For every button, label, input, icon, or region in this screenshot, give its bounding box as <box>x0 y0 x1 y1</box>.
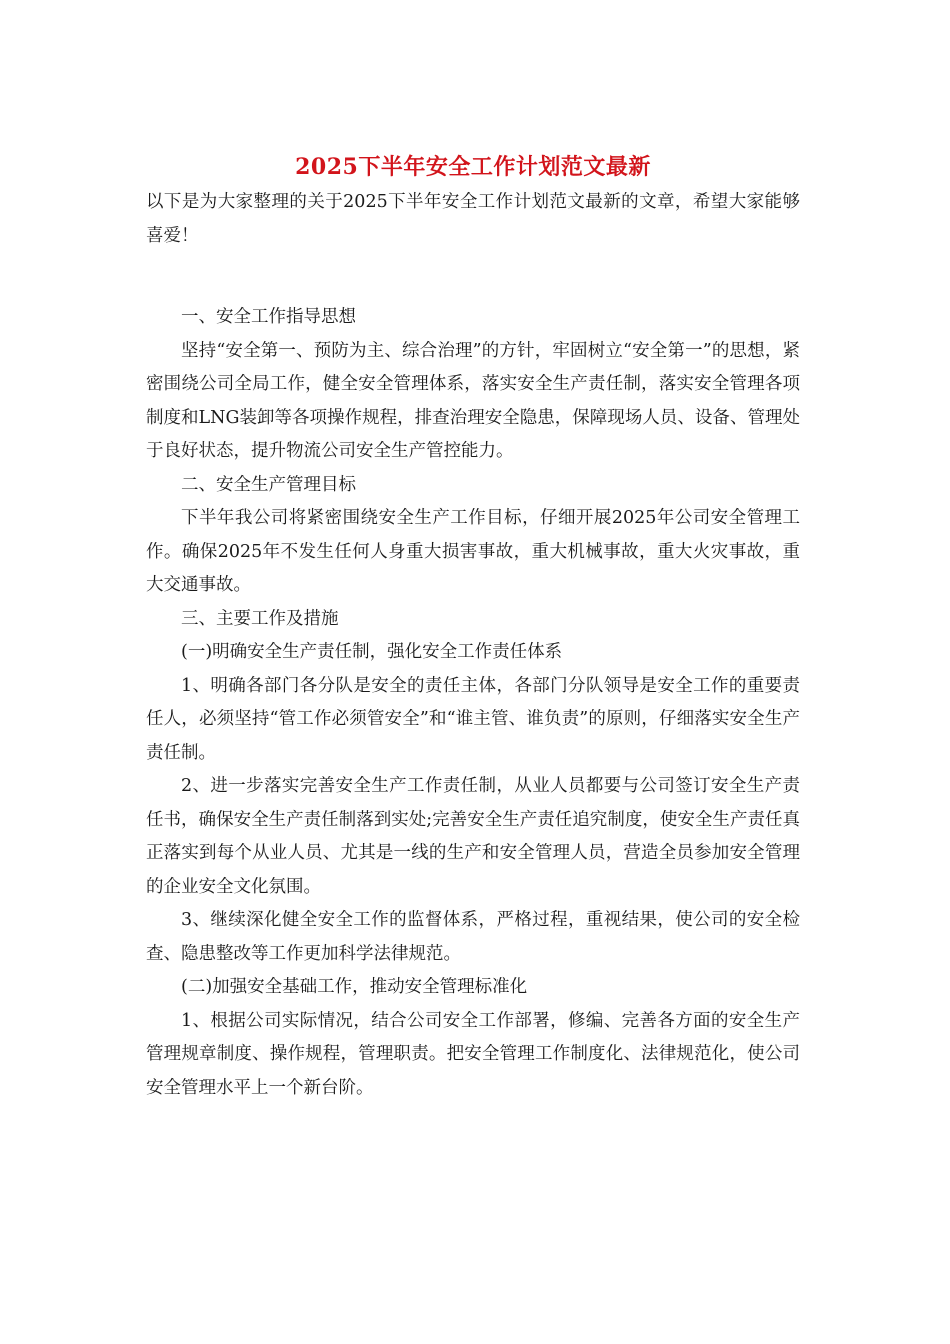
document-title: 2025下半年安全工作计划范文最新 <box>295 154 651 180</box>
list-item-2: 2、进一步落实完善安全生产工作责任制，从业人员都要与公司签订安全生产责任书，确保安全生产责任制落到实处;完善安全生产责任追究制度，使安全生产责任真正落实到每个从业人员、尤其是一线的生产和安全管理人员，营造全员参加安全管理的企业安全文化氛围。 <box>146 776 800 897</box>
subheading-responsibility-system: (一)明确安全生产责任制，强化安全工作责任体系 <box>181 642 563 662</box>
list-item-4: 1、根据公司实际情况，结合公司安全工作部署，修编、完善各方面的安全生产管理规章制度、操作规程，管理职责。把安全管理工作制度化、法律规范化，使公司安全管理水平上一个新台阶。 <box>146 1010 800 1098</box>
subheading-standardization: (二)加强安全基础工作，推动安全管理标准化 <box>181 977 528 997</box>
heading-guiding-ideology: 一、安全工作指导思想 <box>181 307 356 327</box>
list-item-3: 3、继续深化健全安全工作的监督体系，严格过程，重视结果，使公司的安全检查、隐患整改等工作更加科学法律规范。 <box>146 910 800 964</box>
spacer <box>146 253 800 301</box>
intro-paragraph: 以下是为大家整理的关于2025下半年安全工作计划范文最新的文章，希望大家能够喜爱！ <box>146 192 800 246</box>
heading-main-work: 三、主要工作及措施 <box>181 608 339 629</box>
document-page <box>146 150 800 1105</box>
paragraph-management-goals: 下半年我公司将紧密围绕安全生产工作目标，仔细开展2025年公司安全管理工作。确保2025年不发生任何人身重大损害事故，重大机械事故，重大火灾事故，重大交通事故。 <box>146 508 800 595</box>
list-item-1: 1、明确各部门各分队是安全的责任主体，各部门分队领导是安全工作的重要责任人，必须坚持“管工作必须管安全”和“谁主管、谁负责”的原则，仔细落实安全生产责任制。 <box>146 675 800 763</box>
heading-management-goals: 二、安全生产管理目标 <box>181 474 356 495</box>
paragraph-guiding-ideology: 坚持“安全第一、预防为主、综合治理”的方针，牢固树立“安全第一”的思想，紧密围绕公司全局工作，健全安全管理体系，落实安全生产责任制，落实安全管理各项制度和LNG装卸等各项操作规程，排查治理安全隐患，保障现场人员、设备、管理处于良好状态，提升物流公司安全生产管控能力。 <box>146 340 800 461</box>
